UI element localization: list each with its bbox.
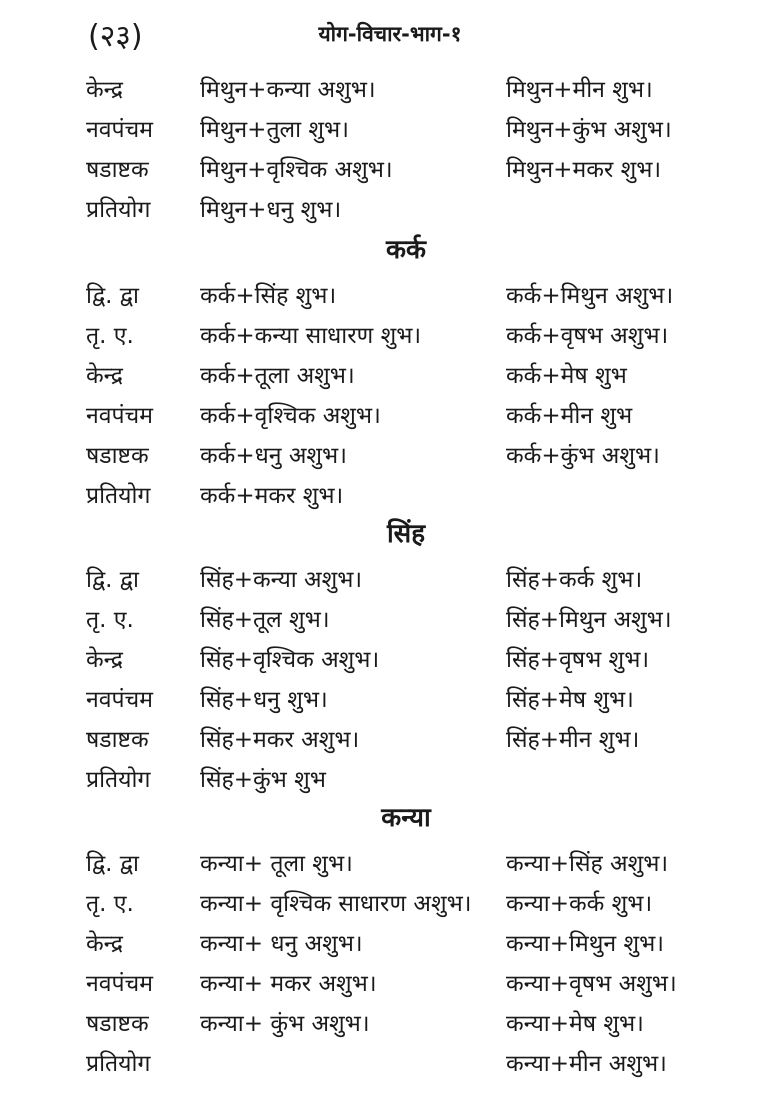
left-combination: कन्या+ मकर अशुभ। (200, 971, 377, 997)
table-row (0, 758, 780, 798)
yoga-label: षडाष्टक (86, 727, 149, 753)
yoga-label: तृ. ए. (86, 891, 134, 917)
table-row (0, 188, 780, 228)
yoga-label: तृ. ए. (86, 323, 134, 349)
right-combination: सिंह+कर्क शुभ। (506, 567, 643, 593)
table-row (0, 962, 780, 1002)
yoga-label: प्रतियोग (86, 197, 151, 223)
right-combination: कन्या+कर्क शुभ। (506, 891, 653, 917)
left-combination: मिथुन+धनु शुभ। (200, 197, 342, 223)
yoga-label: द्वि. द्वा (86, 283, 139, 309)
right-combination: सिंह+मीन शुभ। (506, 727, 640, 753)
table-row (0, 108, 780, 148)
left-combination: कर्क+धनु अशुभ। (200, 443, 347, 469)
right-combination: मिथुन+कुंभ अशुभ। (506, 117, 672, 143)
yoga-label: नवपंचम (86, 971, 153, 997)
table-row (0, 842, 780, 882)
left-combination: कर्क+सिंह शुभ। (200, 283, 337, 309)
left-combination: मिथुन+तुला शुभ। (200, 117, 349, 143)
table-row (0, 638, 780, 678)
left-combination: कन्या+ धनु अशुभ। (200, 931, 363, 957)
yoga-label: केन्द्र (86, 931, 123, 957)
left-combination: कन्या+ वृश्चिक साधारण अशुभ। (200, 891, 472, 917)
left-combination: सिंह+कन्या अशुभ। (200, 567, 363, 593)
table-row (0, 354, 780, 394)
yoga-label: तृ. ए. (86, 607, 134, 633)
left-combination: सिंह+कुंभ शुभ (200, 767, 326, 793)
right-combination: सिंह+मिथुन अशुभ। (506, 607, 672, 633)
left-combination: सिंह+तूल शुभ। (200, 607, 330, 633)
left-combination: मिथुन+कन्या अशुभ। (200, 77, 376, 103)
right-combination: मिथुन+मकर शुभ। (506, 157, 662, 183)
yoga-label: केन्द्र (86, 647, 123, 673)
left-combination: सिंह+धनु शुभ। (200, 687, 328, 713)
right-combination: कन्या+वृषभ अशुभ। (506, 971, 677, 997)
right-combination: कन्या+मिथुन शुभ। (506, 931, 665, 957)
page-header (0, 12, 780, 56)
left-combination: कन्या+ तूला शुभ। (200, 851, 353, 877)
right-combination: सिंह+वृषभ शुभ। (506, 647, 650, 673)
table-row (0, 678, 780, 718)
table-row (0, 558, 780, 598)
section-heading: कर्क (386, 235, 426, 265)
left-combination: कर्क+कन्या साधारण शुभ। (200, 323, 422, 349)
left-combination: मिथुन+वृश्चिक अशुभ। (200, 157, 393, 183)
left-combination: सिंह+वृश्चिक अशुभ। (200, 647, 380, 673)
left-combination: कन्या+ कुंभ अशुभ। (200, 1011, 370, 1037)
left-combination: कर्क+मकर शुभ। (200, 483, 344, 509)
table-row (0, 434, 780, 474)
right-combination: मिथुन+मीन शुभ। (506, 77, 653, 103)
table-row (0, 148, 780, 188)
right-combination: कर्क+मीन शुभ (506, 403, 633, 429)
yoga-label: केन्द्र (86, 77, 123, 103)
table-row (0, 1002, 780, 1042)
section-heading: सिंह (386, 519, 426, 549)
yoga-label: षडाष्टक (86, 157, 149, 183)
yoga-label: प्रतियोग (86, 767, 151, 793)
right-combination: कर्क+मेष शुभ (506, 363, 627, 389)
right-combination: कन्या+सिंह अशुभ। (506, 851, 669, 877)
table-row (0, 922, 780, 962)
right-combination: कर्क+वृषभ अशुभ। (506, 323, 669, 349)
table-row (0, 1042, 780, 1082)
yoga-label: प्रतियोग (86, 1051, 151, 1077)
yoga-label: केन्द्र (86, 363, 123, 389)
table-row (0, 718, 780, 758)
yoga-label: नवपंचम (86, 687, 153, 713)
right-combination: कन्या+मेष शुभ। (506, 1011, 644, 1037)
section-heading: कन्या (381, 803, 431, 833)
yoga-label: प्रतियोग (86, 483, 151, 509)
yoga-label: षडाष्टक (86, 443, 149, 469)
page-number: (२३) (88, 19, 143, 54)
table-row (0, 274, 780, 314)
yoga-label: द्वि. द्वा (86, 851, 139, 877)
yoga-label: द्वि. द्वा (86, 567, 139, 593)
table-row (0, 598, 780, 638)
left-combination: कर्क+वृश्चिक अशुभ। (200, 403, 381, 429)
right-combination: कन्या+मीन अशुभ। (506, 1051, 667, 1077)
yoga-label: नवपंचम (86, 403, 153, 429)
running-title: योग-विचार-भाग-१ (318, 22, 462, 46)
table-row (0, 394, 780, 434)
yoga-label: षडाष्टक (86, 1011, 149, 1037)
left-combination: कर्क+तूला अशुभ। (200, 363, 355, 389)
right-combination: कर्क+मिथुन अशुभ। (506, 283, 674, 309)
yoga-label: नवपंचम (86, 117, 153, 143)
table-row (0, 314, 780, 354)
table-row (0, 68, 780, 108)
right-combination: कर्क+कुंभ अशुभ। (506, 443, 660, 469)
table-row (0, 882, 780, 922)
table-row (0, 474, 780, 514)
right-combination: सिंह+मेष शुभ। (506, 687, 634, 713)
left-combination: सिंह+मकर अशुभ। (200, 727, 360, 753)
